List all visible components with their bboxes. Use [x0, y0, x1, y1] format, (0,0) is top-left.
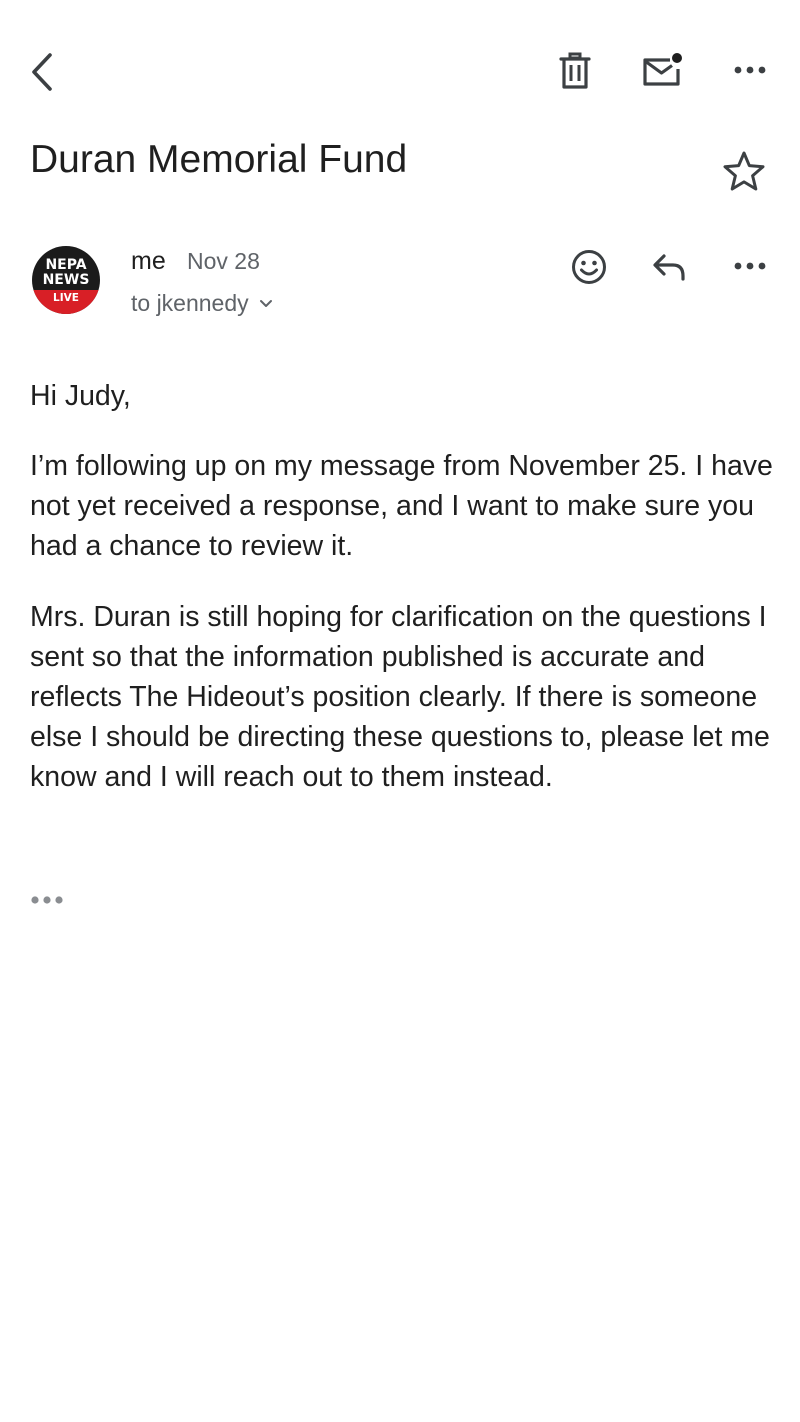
- more-horizontal-icon: [30, 894, 64, 906]
- emoji-icon: [571, 249, 607, 285]
- chevron-down-icon: [259, 299, 273, 309]
- avatar-logo-text-line1: NEPA: [45, 257, 87, 273]
- toolbar-more-button[interactable]: [726, 48, 774, 92]
- more-horizontal-icon: [734, 261, 766, 271]
- recipient-details-toggle[interactable]: [131, 288, 273, 318]
- email-subject: Duran Memorial Fund: [30, 138, 408, 181]
- email-paragraph: I’m following up on my message from November 25. I have not yet received a response, and I want to make sure you had a chance to review it.: [30, 450, 773, 562]
- more-horizontal-icon: [734, 65, 766, 75]
- trash-icon: [558, 52, 592, 90]
- sender-name: me: [131, 247, 166, 275]
- avatar[interactable]: [32, 246, 100, 314]
- back-arrow-icon: [28, 52, 56, 92]
- email-paragraph: Mrs. Duran is still hoping for clarification on the questions I sent so that the information published is accurate and reflects The Hideout’s position clearly. If there is someone else I should be directing these questions to, please let me know and I will reach out to them instead.: [30, 601, 770, 793]
- reply-button[interactable]: [646, 246, 692, 288]
- mail-unread-icon: [641, 50, 683, 90]
- avatar-logo-text-line3: LIVE: [53, 292, 79, 304]
- reply-icon: [651, 252, 687, 282]
- back-button[interactable]: [18, 48, 66, 96]
- mark-unread-button[interactable]: [636, 44, 688, 96]
- email-date: Nov 28: [187, 248, 260, 274]
- email-greeting: Hi Judy,: [30, 380, 131, 412]
- react-button[interactable]: [566, 244, 612, 290]
- star-button[interactable]: [716, 143, 772, 199]
- delete-button[interactable]: [550, 46, 600, 96]
- show-trimmed-content-button[interactable]: [30, 893, 64, 911]
- message-more-button[interactable]: [726, 245, 774, 287]
- star-outline-icon: [722, 150, 766, 192]
- recipient-label: to jkennedy: [131, 290, 249, 316]
- avatar-logo-text-line2: NEWS: [42, 272, 90, 288]
